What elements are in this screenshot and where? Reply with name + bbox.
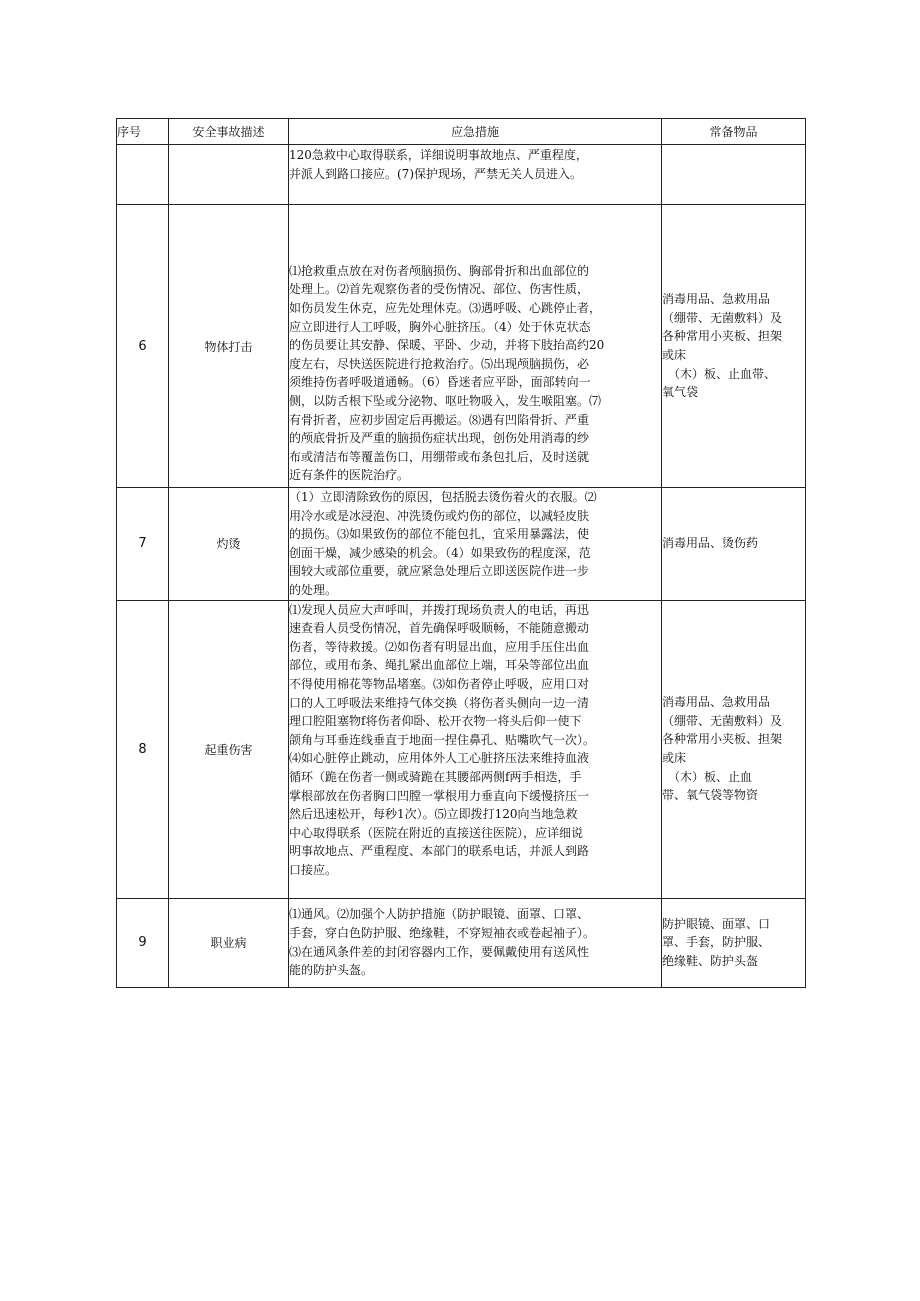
row-number [117,145,169,205]
row-supplies [662,488,806,601]
row-description: 灼烫 [169,488,289,601]
table-row [117,488,806,601]
supplies-text: 消毒用品、急救用品 （绷带、无菌敷料）及 各种常用小夹板、担架 或床 （木）板、止血 带、氧气袋等物资 [662,695,783,803]
row-description: 职业病 [169,898,289,987]
emergency-measures-table [116,118,806,988]
measures-text: 120急救中心取得联系，详细说明事故地点、严重程度， 并派人到路口接应。(7)保护现场，严禁无关人员进入。 [289,148,588,181]
header-number: 序号 [117,119,169,145]
row-supplies [662,145,806,205]
header-supplies: 常备物品 [662,119,806,145]
measures-text: ⑴抢救重点放在对伤者颅脑损伤、胸部骨折和出血部位的 处理上。⑵首先观察伤者的受伤情况、部位、伤害性质， 如伤员发生休克，应先处理休克。⑶遇呼吸、心跳停止者， 应立即进行人工呼吸，胸外心脏挤压。（4）处于休克状态 的伤员要让其安静、保暖、平卧、少动，并将下肢抬高约20 度左右，尽快送医院进行抢救治疗。⑸出现颅脑损伤，必 须维持伤者呼吸道通畅。（6）昏迷者应平卧，面部转向一 侧，以防舌根下坠或分泌物、呕吐物吸入，发生喉阻塞。⑺ 有骨折者，应初步固定后再搬运。⑻遇有凹陷骨折、严重 的颅底骨折及严重的脑损伤症状出现，创伤处用消毒的纱 布或清洁布等覆盖伤口，用绷带或布条包扎后，及时送就 近有条件的医院治疗。 [289,263,605,483]
row-number: 9 [117,898,169,987]
table-row [117,205,806,488]
row-measures [289,205,662,488]
row-supplies [662,205,806,488]
supplies-text: 消毒用品、烫伤药 [662,536,759,551]
table-row [117,898,806,987]
table-row [117,600,806,898]
header-row [117,119,806,145]
measures-text: （1）立即清除致伤的原因，包括脱去烫伤着火的衣服。⑵ 用冷水或是冰浸泡、冲洗烫伤或灼伤的部位，以减轻皮肤 的损伤。⑶如果致伤的部位不能包扎，宜采用暴露法，使 创面干燥，减少感染的机会。（4）如果致伤的程度深，范 围较大或部位重要，就应紧急处理后立即送医院作进一步 的处理。 [289,490,597,597]
measures-text: ⑴发现人员应大声呼叫，并拨打现场负责人的电话，再迅 速查看人员受伤情况，首先确保呼吸顺畅，不能随意搬动 伤者，等待救援。⑵如伤者有明显出血，应用手压住出血 部位，或用布条、绳扎紧出血部位上端，耳朵等部位出血 不得使用棉花等物品堵塞。⑶如伤者停止呼吸，应用口对 口的人工呼吸法来维持气体交换（将伤者头侧向一边一清 理口腔阻塞物f将伤者仰卧、松开衣物一将头后仰一使下 颌角与耳垂连线垂直于地面一捏住鼻孔、贴嘴吹气一次）。 ⑷如心脏停止跳动，应用体外人工心脏挤压法来维持血液 循环（跪在伤者一侧或骑跪在其腰部两侧f两手相迭，手 掌根部放在伤者胸口凹膛一掌根用力垂直向下缓慢挤压一 然后迅速松开，每秒1次）。⑸立即拨打120向当地急救 中心取得联系（医院在附近的直接送往医院），应详细说 明事故地点、严重程度、本部门的联系电话，并派人到路 口接应。 [289,602,596,877]
measures-text: ⑴通风。⑵加强个人防护措施（防护眼镜、面罩、口罩、 手套，穿白色防护服、绝缘鞋，不穿短袖衣或卷起袖子）。 ⑶在通风条件差的封闭容器内工作，要佩戴使用有送风性 能的防护头盔。 [289,907,596,978]
table-row [117,145,806,205]
supplies-text: 防护眼镜、面罩、口 罩、手套，防护服、 绝缘鞋、防护头盔 [662,916,771,968]
row-number: 7 [117,488,169,601]
row-supplies [662,898,806,987]
supplies-text: 消毒用品、急救用品 （绷带、无菌敷料）及 各种常用小夹板、担架 或床 （木）板、止血带、 氧气袋 [662,292,783,400]
row-measures [289,488,662,601]
row-description [169,145,289,205]
header-emergency-measures: 应急措施 [289,119,662,145]
row-number: 6 [117,205,169,488]
row-measures [289,898,662,987]
row-number: 8 [117,600,169,898]
row-measures [289,145,662,205]
row-description: 起重伤害 [169,600,289,898]
row-measures [289,600,662,898]
header-accident-description: 安全事故描述 [169,119,289,145]
row-description: 物体打击 [169,205,289,488]
row-supplies [662,600,806,898]
